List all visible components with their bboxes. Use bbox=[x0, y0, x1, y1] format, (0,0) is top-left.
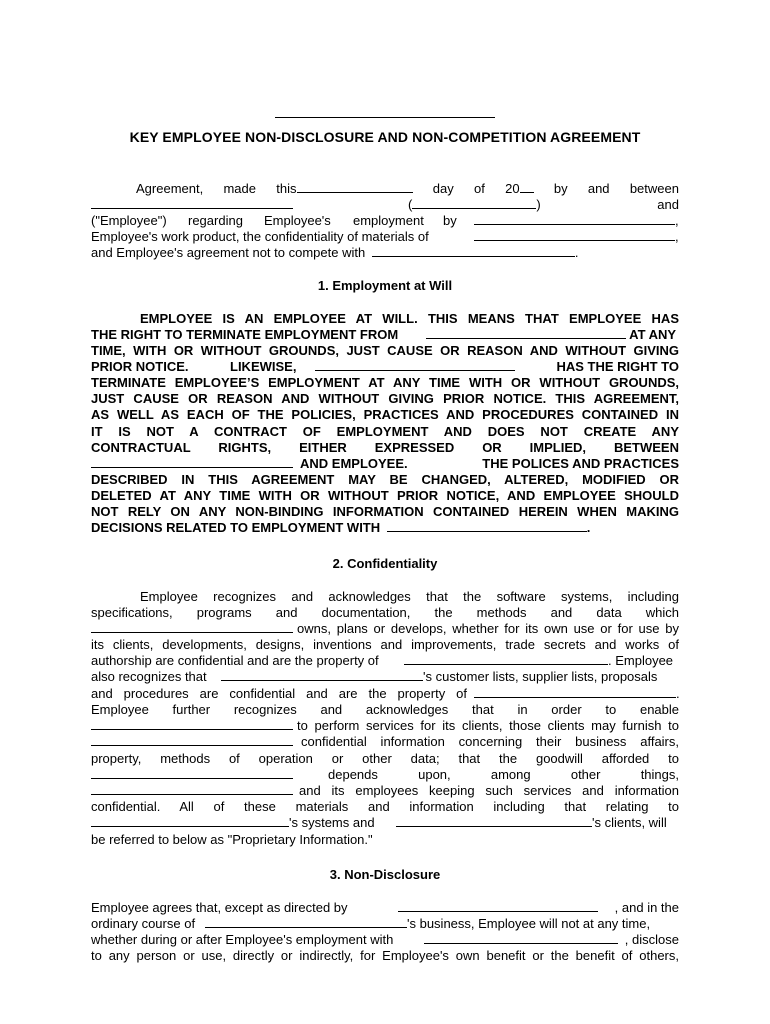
s1-employer-blank-2[interactable] bbox=[315, 359, 515, 371]
s1-line: AND EMPLOYEE. THE POLICES AND PRACTICES bbox=[91, 456, 679, 472]
s2-employer-blank-4[interactable] bbox=[474, 686, 676, 698]
s2-employer-blank-10[interactable] bbox=[396, 815, 592, 827]
s2-employer-blank-7[interactable] bbox=[91, 767, 293, 779]
s2-line: depends upon, among other things, bbox=[91, 767, 679, 783]
s2-employer-blank-1[interactable] bbox=[91, 621, 293, 633]
s2-line: to perform services for its clients, those clients may furnish to bbox=[91, 718, 679, 734]
s1-employer-blank-3[interactable] bbox=[91, 456, 293, 468]
preamble-line-5: and Employee's agreement not to compete with . bbox=[91, 245, 579, 260]
section-1-heading: 1. Employment at Will bbox=[317, 278, 453, 293]
s1-line: DELETED AT ANY TIME WITH OR WITHOUT PRIOR NOTICE, AND EMPLOYEE SHOULD bbox=[91, 488, 679, 503]
date-year-blank[interactable] bbox=[520, 181, 534, 193]
s1-employer-blank-1[interactable] bbox=[426, 327, 626, 339]
preamble-line-1: Agreement, made this day of 20 by and between bbox=[136, 181, 679, 196]
document-title: KEY EMPLOYEE NON-DISCLOSURE AND NON-COMPETITION AGREEMENT bbox=[129, 129, 641, 145]
s1-line: AS WELL AS EACH OF THE POLICIES, PRACTICES AND PROCEDURES CONTAINED IN bbox=[91, 407, 679, 422]
s3-employer-blank-3[interactable] bbox=[424, 932, 618, 944]
s2-line: owns, plans or develops, whether for its own use or for use by bbox=[91, 621, 679, 637]
date-day-blank[interactable] bbox=[297, 181, 413, 193]
employer-blank-3[interactable] bbox=[372, 245, 575, 257]
s2-line: confidential information concerning their business affairs, bbox=[91, 734, 679, 750]
section-2-heading: 2. Confidentiality bbox=[332, 556, 438, 571]
preamble-line-4: Employee's work product, the confidentiality of materials of , bbox=[91, 229, 679, 244]
s1-line: THE RIGHT TO TERMINATE EMPLOYMENT FROM AT ANY bbox=[91, 327, 677, 342]
s2-line: specifications, programs and documentation, the methods and data which bbox=[91, 605, 679, 620]
s2-line: Employee recognizes and acknowledges that the software systems, including bbox=[140, 589, 679, 604]
s1-line: PRIOR NOTICE. LIKEWISE, HAS THE RIGHT TO bbox=[91, 359, 679, 374]
employer-blank-1[interactable] bbox=[474, 213, 675, 225]
company-name-blank[interactable] bbox=[91, 197, 293, 209]
s1-line: TIME, WITH OR WITHOUT GROUNDS, JUST CAUSE OR REASON AND WITHOUT GIVING bbox=[91, 343, 679, 358]
s2-employer-blank-2[interactable] bbox=[404, 653, 608, 665]
s3-employer-blank-1[interactable] bbox=[398, 900, 598, 912]
s3-line: to any person or use, directly or indirectly, for Employee's own benefit or the benefit of others, bbox=[91, 948, 679, 963]
s1-line: NOT RELY ON ANY NON-BINDING INFORMATION CONTAINED HEREIN WHEN MAKING bbox=[91, 504, 679, 519]
s2-employer-blank-5[interactable] bbox=[91, 718, 293, 730]
company-abbrev-blank[interactable] bbox=[412, 197, 536, 209]
s1-line: IT IS NOT A CONTRACT OF EMPLOYMENT AND DOES NOT CREATE ANY bbox=[91, 424, 679, 439]
section-3-heading: 3. Non-Disclosure bbox=[329, 867, 441, 882]
s3-line: ordinary course of 's business, Employee will not at any time, bbox=[91, 916, 651, 931]
s3-line: whether during or after Employee's employment with , disclose bbox=[91, 932, 679, 947]
s1-line: DECISIONS RELATED TO EMPLOYMENT WITH . bbox=[91, 520, 591, 535]
s2-employer-blank-9[interactable] bbox=[91, 815, 289, 827]
s1-line: CONTRACTUAL RIGHTS, EITHER EXPRESSED OR IMPLIED, BETWEEN bbox=[91, 440, 679, 455]
s3-line: Employee agrees that, except as directed by , and in the bbox=[91, 900, 679, 915]
s2-line: Employee further recognizes and acknowledges that in order to enable bbox=[91, 702, 679, 717]
s1-line: DESCRIBED IN THIS AGREEMENT MAY BE CHANGED, ALTERED, MODIFIED OR bbox=[91, 472, 679, 487]
preamble-line-3: ("Employee") regarding Employee's employment by , bbox=[91, 213, 679, 228]
s2-line: be referred to below as "Proprietary Information." bbox=[91, 832, 373, 847]
s1-employer-blank-4[interactable] bbox=[387, 520, 587, 532]
s2-line: its clients, developments, designs, inventions and improvements, trade secrets and works of bbox=[91, 637, 679, 652]
employer-blank-2[interactable] bbox=[474, 229, 675, 241]
s2-line: confidential. All of these materials and information including that relating to bbox=[91, 799, 679, 814]
s2-line: and its employees keeping such services and information bbox=[91, 783, 679, 799]
title-underline-blank[interactable] bbox=[275, 117, 495, 118]
s2-line: also recognizes that 's customer lists, supplier lists, proposals bbox=[91, 669, 658, 684]
s1-line: TERMINATE EMPLOYEE’S EMPLOYMENT AT ANY TIME WITH OR WITHOUT GROUNDS, bbox=[91, 375, 679, 390]
preamble-line-2: ( ) and bbox=[91, 197, 679, 213]
s2-employer-blank-6[interactable] bbox=[91, 734, 293, 746]
s1-line: JUST CAUSE OR REASON AND WITHOUT GIVING PRIOR NOTICE. THIS AGREEMENT, bbox=[91, 391, 679, 406]
s2-employer-blank-3[interactable] bbox=[221, 669, 423, 681]
s2-line: 's systems and 's clients, will bbox=[91, 815, 679, 831]
s2-line: property, methods of operation or other data; that the goodwill afforded to bbox=[91, 751, 679, 766]
s2-line: authorship are confidential and are the property of . Employee bbox=[91, 653, 674, 668]
s2-line: and procedures are confidential and are the property of . bbox=[91, 686, 680, 701]
s3-employer-blank-2[interactable] bbox=[205, 916, 407, 928]
s1-line: EMPLOYEE IS AN EMPLOYEE AT WILL. THIS MEANS THAT EMPLOYEE HAS bbox=[140, 311, 679, 326]
s2-employer-blank-8[interactable] bbox=[91, 783, 293, 795]
